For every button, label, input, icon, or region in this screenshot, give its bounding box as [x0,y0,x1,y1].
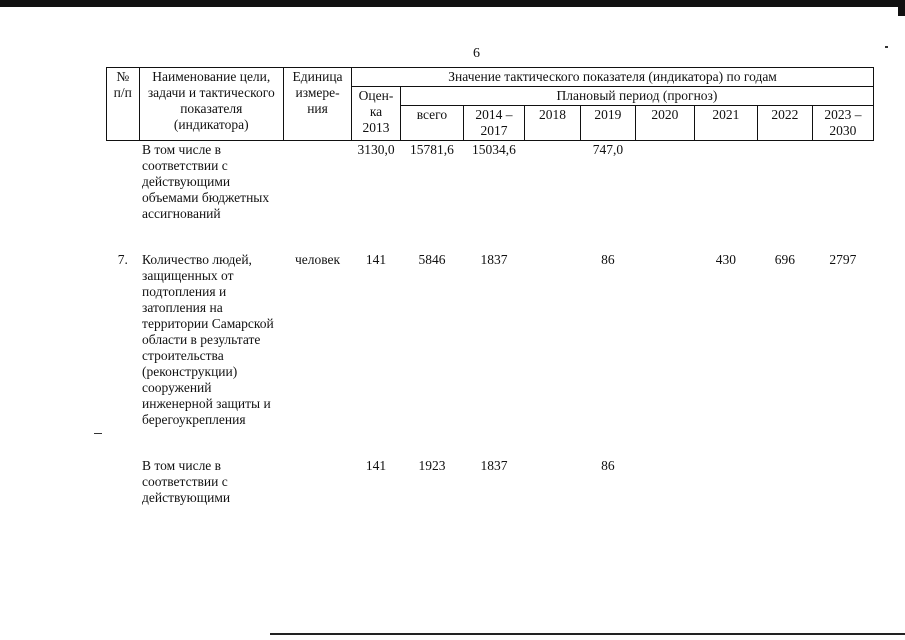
row-total: 15781,6 [410,142,454,157]
header-total: всего [400,106,463,141]
header-2019: 2019 [580,106,635,141]
row-spacer [107,223,874,251]
row-unit: человек [294,252,341,267]
row-2019: 86 [601,252,615,267]
row-estimate: 141 [365,458,387,473]
row-name: В том числе в соответствии с действующими [142,458,231,505]
row-number [107,457,140,507]
scan-speck [94,433,102,434]
row-2018 [524,457,580,507]
row-2018 [524,141,580,224]
row-2014-2017: 1837 [480,458,508,473]
row-2022: 696 [774,252,795,267]
table-body [107,141,874,508]
indicator-table [106,67,874,507]
row-2020 [635,251,694,429]
row-spacer [107,429,874,457]
page-number: 6 [473,46,480,61]
table-row [107,141,874,224]
row-2019: 86 [601,458,615,473]
row-2021 [694,457,757,507]
row-unit [283,141,351,224]
row-2018 [524,251,580,429]
row-2019: 747,0 [592,142,624,157]
table-row [107,251,874,429]
row-2014-2017: 1837 [480,252,508,267]
header-number: № п/п [107,68,140,141]
row-total: 5846 [418,252,446,267]
table-header [107,68,874,141]
row-2023-2030: 2797 [829,252,857,267]
header-2020: 2020 [635,106,694,141]
scan-edge-top [0,0,905,7]
row-unit [283,457,351,507]
header-unit: Единица измере-ния [283,68,351,141]
scan-edge-bottom [270,633,905,635]
scan-edge-corner [898,0,905,16]
row-estimate: 141 [365,252,387,267]
scan-speck [885,46,888,48]
header-2022: 2022 [757,106,812,141]
header-2018: 2018 [524,106,580,141]
header-estimate: Оцен-ка 2013 [352,87,401,141]
header-plan-period: Плановый период (прогноз) [400,87,873,106]
row-name: В том числе в соответствии с действующими объемами бюджетных ассигнований [142,142,270,221]
table-row [107,457,874,507]
row-number [107,141,140,224]
header-2014-2017: 2014 – 2017 [463,106,524,141]
row-total: 1923 [418,458,446,473]
row-2023-2030 [812,141,873,224]
row-number: 7. [117,252,128,267]
header-2021: 2021 [694,106,757,141]
row-2021 [694,141,757,224]
row-2020 [635,457,694,507]
row-name: Количество людей, защищенных от подтопления и затопления на территории Самарской области в результате строительства (реконструкции) сооружений инженерной защиты и берегоукрепления [142,252,274,427]
header-2023-2030: 2023 – 2030 [812,106,873,141]
header-name: Наименование цели, задачи и тактического показателя (индикатора) [139,68,283,141]
row-2022 [757,457,812,507]
row-2014-2017: 15034,6 [472,142,516,157]
row-2021: 430 [715,252,736,267]
row-estimate: 3130,0 [357,142,395,157]
row-2023-2030 [812,457,873,507]
header-values: Значение тактического показателя (индикатора) по годам [352,68,874,87]
row-2022 [757,141,812,224]
row-2020 [635,141,694,224]
